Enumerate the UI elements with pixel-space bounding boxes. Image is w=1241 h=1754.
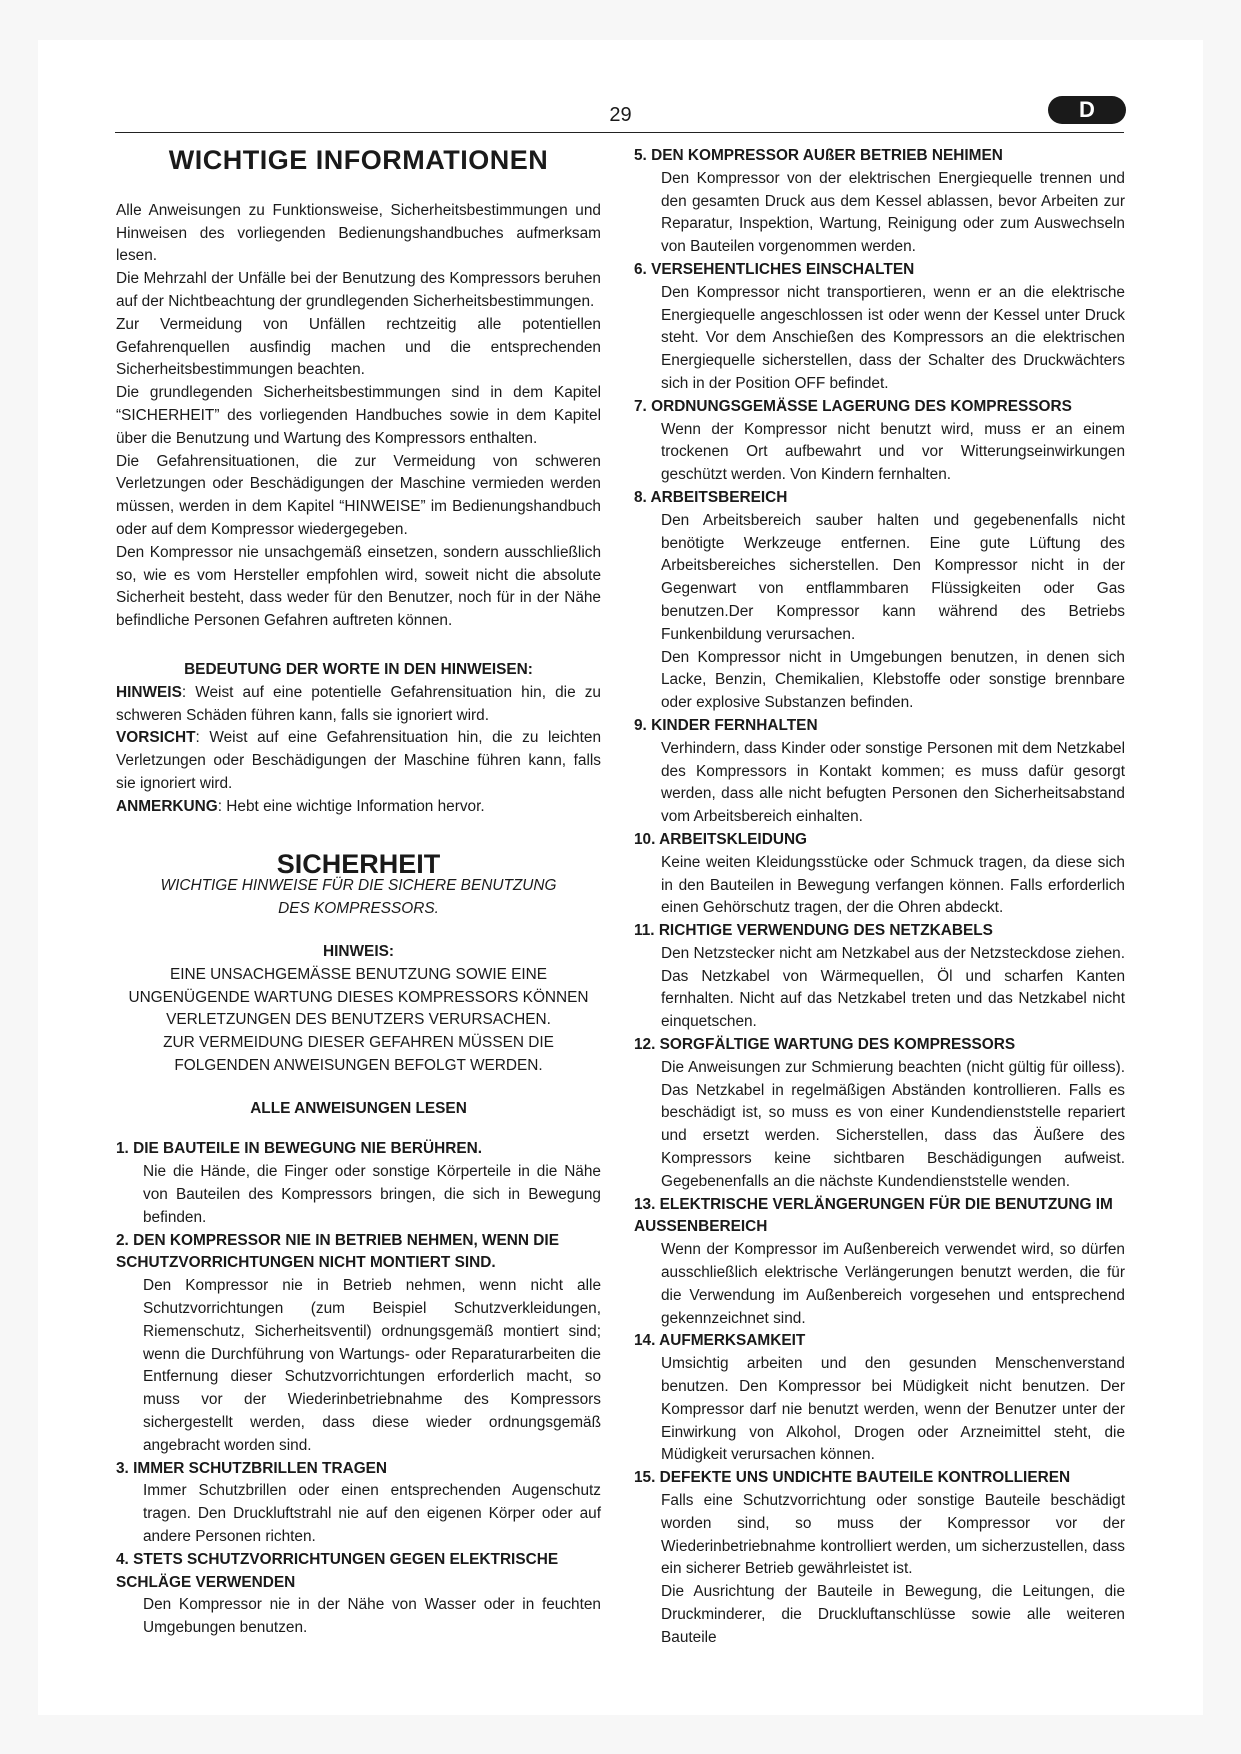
term-text: : Weist auf eine Gefahrensituation hin, die zu leichten Verletzungen oder Beschädigungen der Maschine führen kann, falls sie ignoriert wird. <box>116 729 601 792</box>
section-heading: 5. DEN KOMPRESSOR AUßER BETRIEB NEHIMEN <box>634 147 1003 164</box>
section-body: Den Netzstecker nicht am Netzkabel aus der Netzsteckdose ziehen. Das Netzkabel von Wärmequellen, Öl und scharfen Kanten fernhalten. Nicht auf das Netzkabel treten und das Netzkabel nicht einquetschen. <box>661 944 1125 1031</box>
section-heading: 8. ARBEITSBEREICH <box>634 488 788 506</box>
notice-line: ZUR VERMEIDUNG DIESER GEFAHREN MÜSSEN DIE <box>163 1034 554 1052</box>
notice-line: UNGENÜGENDE WARTUNG DIESES KOMPRESSORS KÖNNEN <box>128 988 589 1006</box>
section-heading: 7. ORDNUNGSGEMÄSSE LAGERUNG DES KOMPRESSORS <box>634 397 1072 415</box>
term-definition <box>116 682 601 728</box>
section-heading: 12. SORGFÄLTIGE WARTUNG DES KOMPRESSORS <box>634 1036 1016 1054</box>
section-body: Den Kompressor nie in Betrieb nehmen, wenn nicht alle Schutzvorrichtungen (zum Beispiel Schutzverkleidungen, Riemenschutz, Sicherheitsventil) ordnungsgemäß montiert sind; wenn die Durchführung von Wartungs- oder Reparaturarbeiten die Entfernung dieser Schutzvorrichtungen erforderlich macht, so muss vor der Wiederinbetriebnahme des Kompressors sichergestellt werden, dass diese wieder ordnungsgemäß angebracht worden sind. <box>143 1277 601 1454</box>
section-body: Die Anweisungen zur Schmierung beachten (nicht gültig für oilless). Das Netzkabel in regelmäßigen Abständen kontrollieren. Falls es beschädigt ist, so muss es von einer Kundendienststelle repariert und ersetzt werden. Sicherstellen, dass das Äußere des Kompressors keine sichtbaren Beschädigungen aufweist. Gegebenenfalls an die nächste Kundendienststelle wenden. <box>661 1058 1125 1190</box>
section-heading: 1. DIE BAUTEILE IN BEWEGUNG NIE BERÜHREN. <box>116 1140 482 1158</box>
section-heading: 15. DEFEKTE UNS UNDICHTE BAUTEILE KONTROLLIEREN <box>634 1469 1071 1487</box>
intro-paragraph: Den Kompressor nie unsachgemäß einsetzen, sondern ausschließlich so, wie es vom Hersteller empfohlen wird, soweit nicht die absolute Sicherheit besteht, dass weder für den Benutzer, noch für in der Nähe befindliche Personen Gefahren auftreten können. <box>116 543 601 630</box>
intro-paragraph: Zur Vermeidung von Unfällen rechtzeitig alle potentiellen Gefahrenquellen ausfindig machen und die entsprechenden Sicherheitsbestimmungen beachten. <box>116 315 601 379</box>
notice-line: FOLGENDEN ANWEISUNGEN BEFOLGT WERDEN. <box>174 1056 543 1074</box>
section-heading: 13. ELEKTRISCHE VERLÄNGERUNGEN FÜR DIE BENUTZUNG IM AUSSENBEREICH <box>634 1195 1113 1236</box>
section-body: Den Kompressor nie in der Nähe von Wasser oder in feuchten Umgebungen benutzen. <box>143 1596 601 1637</box>
section-body: Den Kompressor nicht in Umgebungen benutzen, in denen sich Lacke, Benzin, Chemikalien, Klebstoffe oder sonstige brennbare oder explosive Substanzen befinden. <box>661 648 1125 712</box>
section-heading: 4. STETS SCHUTZVORRICHTUNGEN GEGEN ELEKTRISCHE SCHLÄGE VERWENDEN <box>116 1550 559 1591</box>
section-body: Umsichtig arbeiten und den gesunden Menschenverstand benutzen. Den Kompressor bei Müdigkeit nicht benutzen. Der Kompressor darf nie benutzt werden, wenn der Benutzer unter der Einwirkung von Alkohol, Drogen oder Arzneimittel steht, die Müdigkeit verursachen können. <box>661 1355 1125 1464</box>
intro-paragraph: Die Gefahrensituationen, die zur Vermeidung von schweren Verletzungen oder Beschädigungen der Maschine vermieden werden müssen, werden in dem Kapitel “HINWEISE” im Bedienungshandbuch oder auf dem Kompressor wiedergegeben. <box>116 452 601 538</box>
section-body: Nie die Hände, die Finger oder sonstige Körperteile in die Nähe von Bauteilen des Kompressors bringen, die sich in Bewegung befinden. <box>143 1163 601 1226</box>
left-column <box>116 145 601 1640</box>
safety-subtitle: DES KOMPRESSORS. <box>278 900 439 918</box>
section-heading: 10. ARBEITSKLEIDUNG <box>634 830 808 848</box>
term-label: ANMERKUNG <box>116 797 218 815</box>
page-number: 29 <box>609 104 632 126</box>
notice-line: EINE UNSACHGEMÄSSE BENUTZUNG SOWIE EINE <box>169 965 548 983</box>
section-body: Den Arbeitsbereich sauber halten und gegebenenfalls nicht benötigte Werkzeuge entfernen. Eine gute Lüftung des Arbeitsbereiches sicherstellen. Den Kompressor nicht in der Gegenwart von entflammbaren Flüssigkeiten oder Gas benutzen.Der Kompressor kann während des Betriebs Funkenbildung verursachen. <box>661 511 1125 643</box>
meaning-heading: BEDEUTUNG DER WORTE IN DEN HINWEISEN: <box>184 660 533 678</box>
section-heading: 14. AUFMERKSAMKEIT <box>634 1332 806 1350</box>
section-body: Den Kompressor von der elektrischen Energiequelle trennen und den gesamten Druck aus dem Kessel ablassen, bevor Arbeiten zur Reparatur, Inspektion, Wartung, Reinigung oder zum Auswechseln von Bauteilen vorgenommen werden. <box>661 169 1125 256</box>
safety-subtitle: WICHTIGE HINWEISE FÜR DIE SICHERE BENUTZUNG <box>160 877 557 895</box>
intro-paragraph: Die Mehrzahl der Unfälle bei der Benutzung des Kompressors beruhen auf der Nichtbeachtung der grundlegenden Sicherheitsbestimmungen. <box>116 270 601 310</box>
section-heading: 11. RICHTIGE VERWENDUNG DES NETZKABELS <box>634 922 993 940</box>
section-body: Wenn der Kompressor nicht benutzt wird, muss er an einem trockenen Ort aufbewahrt und vor Witterungseinwirkungen geschützt werden. Von Kindern fernhalten. <box>661 420 1125 484</box>
section-body: Immer Schutzbrillen oder einen entsprechenden Augenschutz tragen. Den Druckluftstrahl nie auf den eigenen Körper oder auf andere Personen richten. <box>143 1482 601 1546</box>
section-body: Verhindern, dass Kinder oder sonstige Personen mit dem Netzkabel des Kompressors in Kontakt kommen; es muss dafür gesorgt werden, dass alle nicht befugten Personen den Sicherheitsabstand vom Arbeitsbereich einhalten. <box>661 739 1125 826</box>
term-label: HINWEIS <box>116 683 182 701</box>
term-definition <box>116 796 601 819</box>
section-body: Die Ausrichtung der Bauteile in Bewegung, die Leitungen, die Druckminderer, die Druckluftanschlüsse sowie alle weiteren Bauteile <box>661 1583 1125 1646</box>
header-rule <box>115 132 1124 133</box>
section-heading: 3. IMMER SCHUTZBRILLEN TRAGEN <box>116 1459 388 1477</box>
intro-paragraph: Alle Anweisungen zu Funktionsweise, Sicherheitsbestimmungen und Hinweisen des vorliegenden Bedienungshandbuches aufmerksam lesen. <box>116 201 601 265</box>
section-heading: 2. DEN KOMPRESSOR NIE IN BETRIEB NEHMEN, WENN DIE SCHUTZVORRICHTUNGEN NICHT MONTIERT SIND. <box>116 1231 559 1272</box>
term-text: : Weist auf eine potentielle Gefahrensituation hin, die zu schweren Schäden führen kann, falls sie ignoriert wird. <box>116 683 601 724</box>
section-body: Keine weiten Kleidungsstücke oder Schmuck tragen, da diese sich in den Bauteilen in Bewegung verfangen können. Falls erforderlich einen Gehörschutz tragen, der die Ohren abdeckt. <box>661 853 1125 917</box>
section-body: Den Kompressor nicht transportieren, wenn er an die elektrische Energiequelle angeschlossen ist oder wenn der Kessel unter Druck steht. Vor dem Anschießen des Kompressors an die elektrischen Energiequelle sicherstellen, dass der Schalter des Druckwächters sich in der Position OFF befindet. <box>661 283 1125 392</box>
right-column <box>634 145 1125 1650</box>
section-body: Falls eine Schutzvorrichtung oder sonstige Bauteile beschädigt worden sind, so muss der Kompressor vor der Wiederinbetriebnahme kontrolliert werden, um sicherzustellen, dass ein sicherer Betrieb gewährleistet ist. <box>661 1492 1125 1578</box>
term-label: VORSICHT <box>116 729 196 747</box>
language-badge: D <box>1048 96 1126 124</box>
read-all-heading: ALLE ANWEISUNGEN LESEN <box>250 1099 467 1117</box>
section-heading: 9. KINDER FERNHALTEN <box>634 716 818 734</box>
title-sicherheit: SICHERHEIT <box>276 848 441 879</box>
section-body: Wenn der Kompressor im Außenbereich verwendet wird, so dürfen ausschließlich elektrische Verlängerungen benutzt werden, die für die Verwendung im Außenbereich vorgesehen und entsprechend gekennzeichnet sind. <box>661 1241 1125 1327</box>
term-definition <box>116 727 601 795</box>
section-heading: 6. VERSEHENTLICHES EINSCHALTEN <box>634 260 915 278</box>
term-text: : Hebt eine wichtige Information hervor. <box>217 797 485 815</box>
title-wichtige-informationen: WICHTIGE INFORMATIONEN <box>168 145 549 175</box>
notice-heading: HINWEIS: <box>323 942 394 960</box>
notice-line: VERLETZUNGEN DES BENUTZERS VERURSACHEN. <box>166 1011 551 1029</box>
intro-paragraph: Die grundlegenden Sicherheitsbestimmungen sind in dem Kapitel “SICHERHEIT” des vorliegenden Handbuches sowie in dem Kapitel über die Benutzung und Wartung des Kompressors enthalten. <box>116 384 601 447</box>
